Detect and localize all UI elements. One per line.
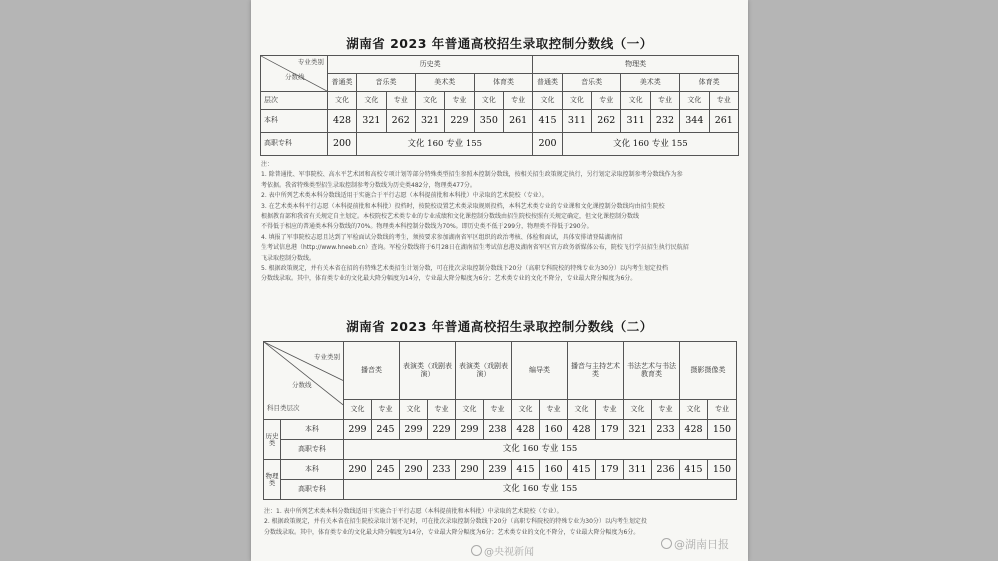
major-header: 音乐类 [562,74,621,92]
sub-header: 专业 [386,92,415,110]
score-cell: 290 [456,460,484,480]
score-cell: 415 [512,460,540,480]
major-header: 普通类 [327,74,356,92]
score-table-2 [263,341,737,500]
diag-label-top: 专业类别 [314,353,340,361]
weibo-icon [661,538,672,549]
score-cell: 261 [709,110,738,133]
sub-header: 文化 [400,400,428,420]
score-cell: 233 [428,460,456,480]
sub-header: 文化 [474,92,503,110]
score-cell: 311 [562,110,591,133]
score-cell: 261 [503,110,532,133]
sub-header: 文化 [680,92,709,110]
major-header: 音乐类 [357,74,416,92]
major-header: 体育类 [680,74,739,92]
score-cell: 311 [624,460,652,480]
row-label: 本科 [281,420,344,440]
merged-score-cell: 文化 160 专业 155 [357,133,533,156]
note-line: 1. 除普通批、军事院校、高水平艺术团和高校专项计划等部分特殊类型招生参照本控制分数线，按相关招生政策规定执行，另行划定录取控制参考分数线作为参 [261,171,683,179]
major-header: 表演类（戏剧表演） [456,342,512,400]
score-cell: 311 [621,110,650,133]
merged-score-cell: 文化 160 专业 155 [344,480,737,500]
score-cell: 350 [474,110,503,133]
score-cell: 299 [400,420,428,440]
diag-label-mid: 分数线 [285,73,305,81]
watermark-hunan-daily [661,536,729,552]
note-line: 注： [261,161,274,168]
sub-header: 专业 [708,400,737,420]
sub-header: 专业 [372,400,400,420]
group-header-physics: 物理类 [533,56,739,74]
diag-label-top: 专业类别 [297,58,324,66]
table-row [261,110,739,133]
table2-diagonal-header [264,342,344,420]
weibo-icon [471,545,482,556]
sub-header: 文化 [344,400,372,420]
level-header: 层次 [261,92,328,110]
note-line: 5. 根据政策规定，并有关本省在招的有特殊艺术类招生计划分数，可在批次录取控制分数线下20分（高职专科院校的特殊专业为30分）以内考生划定投档 [261,265,668,273]
sub-header: 文化 [624,400,652,420]
score-cell: 179 [596,420,624,440]
score-cell: 238 [484,420,512,440]
row-label: 本科 [261,110,328,133]
sub-header: 文化 [357,92,386,110]
score-cell: 321 [357,110,386,133]
note-line: 3. 在艺术类本科平行志愿（本科提前批和本科批）投档时，按院校设置艺术类录取规则投档，本科艺术类专业的专业课和文化课控制分数线均由招生院校 [261,202,665,210]
note-line: 不得低于相应的普通类本科分数线的70%。物理类本科控制分数线为70%。即历史类不低于299分，物理类不得低于290分。 [261,223,593,231]
score-cell: 321 [415,110,444,133]
major-header: 普通类 [533,74,562,92]
note-line: 2. 根据政策规定，并有关本省在招生院校录取计划不足时，可在批次录取控制分数线下20分（高职专科院校的特殊专业为30分）以内考生划定投 [264,518,647,526]
sub-header: 文化 [456,400,484,420]
score-cell: 428 [568,420,596,440]
sub-header: 专业 [650,92,679,110]
table-row [264,480,737,500]
score-cell: 236 [652,460,680,480]
category-label-history: 历史类 [264,420,281,460]
score-cell: 229 [445,110,474,133]
note-line: 飞录取控制分数线。 [261,254,316,262]
major-header: 表演类（戏剧表演） [400,342,456,400]
score-cell: 160 [540,460,568,480]
note-line: 2. 表中所列艺术类本科分数线适用于实施合于平行志愿（本科提前批和本科批）中录取的艺术院校（专业）。 [261,192,548,200]
sub-header: 专业 [652,400,680,420]
score-cell: 160 [540,420,568,440]
table-row [264,460,737,480]
diag-label-bot: 科目类层次 [267,404,300,412]
row-label: 高职专科 [281,440,344,460]
group-header-history: 历史类 [327,56,533,74]
table-row [264,440,737,460]
score-cell: 415 [680,460,708,480]
sub-header: 专业 [428,400,456,420]
sub-header: 专业 [503,92,532,110]
table1-diagonal-header [261,56,328,92]
score-cell: 232 [650,110,679,133]
document-page [251,0,748,561]
row-label: 高职专科 [281,480,344,500]
note-line: 4. 填报了军事院校志愿且达到了军检面试分数线的考生，须按要求参加湖南省军区组织的政治考核、体检和面试，具体安排请登陆湖南招 [261,233,623,241]
note-line: 考依据。我省特殊类型招生录取控制参考分数线为历史类482分，物理类477分。 [261,181,476,189]
major-header: 播音类 [344,342,400,400]
score-cell: 233 [652,420,680,440]
sub-header: 文化 [512,400,540,420]
score-cell: 150 [708,420,737,440]
score-cell: 262 [386,110,415,133]
sub-header: 专业 [596,400,624,420]
score-cell: 321 [624,420,652,440]
note-line: 生考试信息港（http://www.hneeb.cn）查询。军检分数线将于6月28日在湖南招生考试信息港及湖南省军区官方政务新媒体公布，院校飞行学员招生执行民航招 [261,244,689,252]
notes-section-2 [264,507,739,538]
score-cell: 344 [680,110,709,133]
score-cell: 428 [327,110,356,133]
score-cell: 290 [344,460,372,480]
score-cell: 428 [680,420,708,440]
watermark-cctv [471,543,534,558]
sub-header: 专业 [592,92,621,110]
sub-header: 专业 [445,92,474,110]
notes-section-1 [261,160,741,285]
score-cell: 200 [327,133,356,156]
score-cell: 299 [344,420,372,440]
category-label-physics: 物理类 [264,460,281,500]
diag-label-mid: 分数线 [292,381,312,389]
score-cell: 239 [484,460,512,480]
sub-header: 专业 [484,400,512,420]
note-line: 分数线录取。其中，体育类专业的文化最大降分幅度为14分，专业最大降分幅度为6分；艺术类专业的文化不降分，专业最大降分幅度为6分。 [261,275,637,283]
score-cell: 200 [533,133,562,156]
table-row [261,133,739,156]
major-header: 美术类 [621,74,680,92]
note-line: 分数线录取。其中，体育类专业的文化最大降分幅度为14分，专业最大降分幅度为6分；艺术类专业的文化不降分，专业最大降分幅度为6分。 [264,528,640,536]
watermark-text: @央视新闻 [484,547,534,558]
score-cell: 290 [400,460,428,480]
major-header: 美术类 [415,74,474,92]
sub-header: 文化 [621,92,650,110]
table1-title: 湖南省 2023 年普通高校招生录取控制分数线（一） [346,36,653,51]
score-cell: 150 [708,460,737,480]
sub-header: 专业 [709,92,738,110]
score-cell: 415 [533,110,562,133]
sub-header: 文化 [327,92,356,110]
score-cell: 179 [596,460,624,480]
score-cell: 229 [428,420,456,440]
major-header: 编导类 [512,342,568,400]
score-cell: 245 [372,460,400,480]
major-header: 摄影摄像类 [680,342,737,400]
score-cell: 415 [568,460,596,480]
major-header: 书法艺术与书法教育类 [624,342,680,400]
sub-header: 文化 [568,400,596,420]
score-cell: 428 [512,420,540,440]
watermark-text: @湖南日报 [674,538,729,551]
row-label: 本科 [281,460,344,480]
major-header: 播音与主持艺术类 [568,342,624,400]
sub-header: 文化 [533,92,562,110]
row-label: 高职专科 [261,133,328,156]
table2-title: 湖南省 2023 年普通高校招生录取控制分数线（二） [346,319,653,334]
sub-header: 文化 [680,400,708,420]
note-line: 注：1. 表中所列艺术类本科分数线适用于实施合于平行志愿（本科提前批和本科批）中录取的艺术院校（专业）。 [264,508,563,515]
major-header: 体育类 [474,74,533,92]
merged-score-cell: 文化 160 专业 155 [344,440,737,460]
score-cell: 245 [372,420,400,440]
table-row [264,420,737,440]
merged-score-cell: 文化 160 专业 155 [562,133,738,156]
sub-header: 文化 [562,92,591,110]
sub-header: 文化 [415,92,444,110]
score-cell: 262 [592,110,621,133]
sub-header: 专业 [540,400,568,420]
score-table-1 [260,55,739,156]
score-cell: 299 [456,420,484,440]
note-line: 根据教育部和我省有关规定自主划定。本校院校艺术类专业的专业成绩和文化课控制分数线由招生院校按照有关规定确定，但文化课控制分数线 [261,213,640,221]
